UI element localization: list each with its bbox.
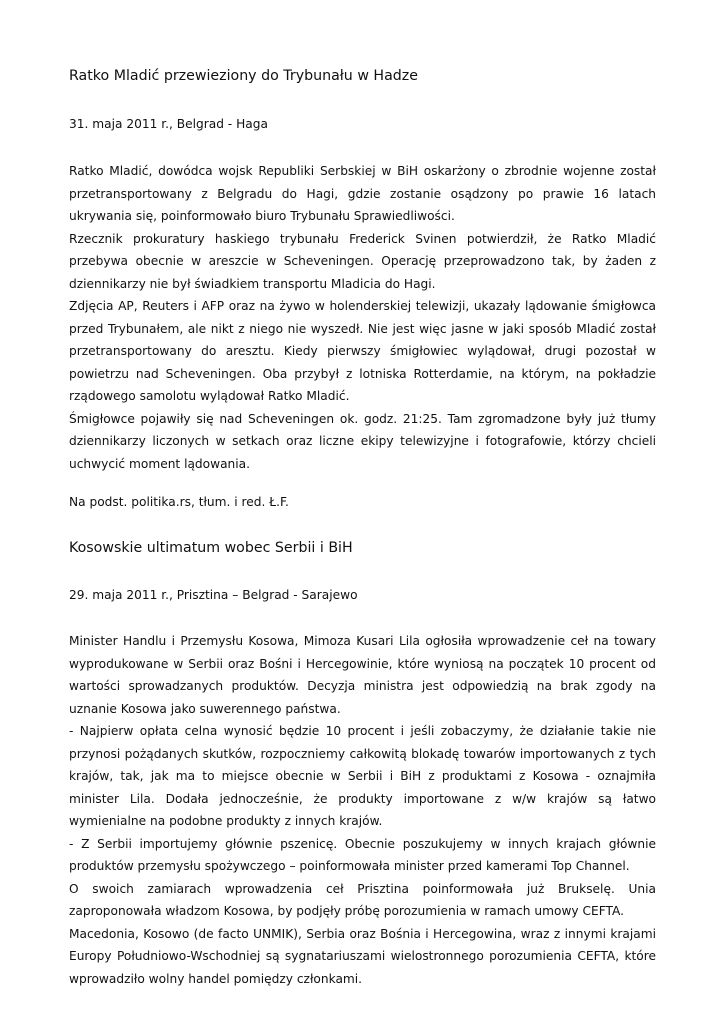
article-paragraph: - Najpierw opłata celna wynosić będzie 10 procent i jeśli zobaczymy, że działanie takie nie przynosi pożądanych skutków, rozpoczniemy całkowitą blokadę towarów importowanych z tych krajów, tak, jak ma to miejsce obecnie w Serbii i BiH z produktami z Kosowa - oznajmiła minister Lila. Dodała jednocześnie, że produkty importowane z w/w krajów są łatwo wymienialne na podobne produkty z innych krajów. <box>69 724 656 828</box>
article-paragraph: Minister Handlu i Przemysłu Kosowa, Mimoza Kusari Lila ogłosiła wprowadzenie ceł na towary wyprodukowane w Serbii oraz Bośni i Hercegowinie, które wyniosą na początek 10 procent od wartości sprowadzanych produktów. Decyzja ministra jest odpowiedzią na brak zgody na uznanie Kosowa jako suwerennego państwa. <box>69 634 656 716</box>
article-paragraph: Rzecznik prokuratury haskiego trybunału Frederick Svinen potwierdził, że Ratko Mladić przebywa obecnie w areszcie w Scheveningen. Operację przeprowadzono tak, by żaden z dziennikarzy nie był świadkiem transportu Mladicia do Hagi. <box>69 231 656 291</box>
article-paragraph: Ratko Mladić, dowódca wojsk Republiki Serbskiej w BiH oskarżony o zbrodnie wojenne został przetransportowany z Belgradu do Hagi, gdzie zostanie osądzony po prawie 16 latach ukrywania się, poinformowało biuro Trybunału Sprawiedliwości. <box>69 164 656 223</box>
article-paragraph: Śmigłowce pojawiły się nad Scheveningen ok. godz. 21:25. Tam zgromadzone były już tłumy dziennikarzy liczonych w setkach oraz liczne ekipy telewizyjne i fotografowie, którzy chcieli uchwycić moment lądowania. <box>69 411 656 471</box>
article-paragraph: Macedonia, Kosowo (de facto UNMIK), Serbia oraz Bośnia i Hercegowina, wraz z innymi krajami Europy Południowo-Wschodniej są sygnatariuszami wielostronnego porozumienia CEFTA, które wprowadziło wolny handel pomiędzy członkami. <box>69 926 656 986</box>
article-dateline: 29. maja 2011 r., Prisztina – Belgrad - Sarajewo <box>69 588 358 602</box>
article-paragraph: O swoich zamiarach wprowadzenia ceł Prisztina poinformowała już Brukselę. Unia zaproponowała władzom Kosowa, by podjęły próbę porozumienia w ramach umowy CEFTA. <box>69 881 656 918</box>
article-source: Na podst. politika.rs, tłum. i red. Ł.F. <box>69 495 289 509</box>
article-dateline: 31. maja 2011 r., Belgrad - Haga <box>69 117 268 131</box>
article-paragraph: - Z Serbii importujemy głównie pszenicę. Obecnie poszukujemy w innych krajach głównie produktów przemysłu spożywczego – poinformowała minister przed kamerami Top Channel. <box>69 836 656 873</box>
article-title: Ratko Mladić przewieziony do Trybunału w Hadze <box>69 68 418 84</box>
article-body <box>69 160 656 475</box>
article-title: Kosowskie ultimatum wobec Serbii i BiH <box>69 540 353 556</box>
article-body <box>69 630 656 990</box>
article-paragraph: Zdjęcia AP, Reuters i AFP oraz na żywo w holenderskiej telewizji, ukazały lądowanie śmigłowca przed Trybunałem, ale nikt z niego nie wyszedł. Nie jest więc jasne w jaki sposób Mladić został przetransportowany do aresztu. Kiedy pierwszy śmigłowiec wylądował, drugi pozostał w powietrzu nad Scheveningen. Oba przybył z lotniska Rotterdamie, na którym, na pokładzie rządowego samolotu wylądował Ratko Mladić. <box>69 299 656 403</box>
